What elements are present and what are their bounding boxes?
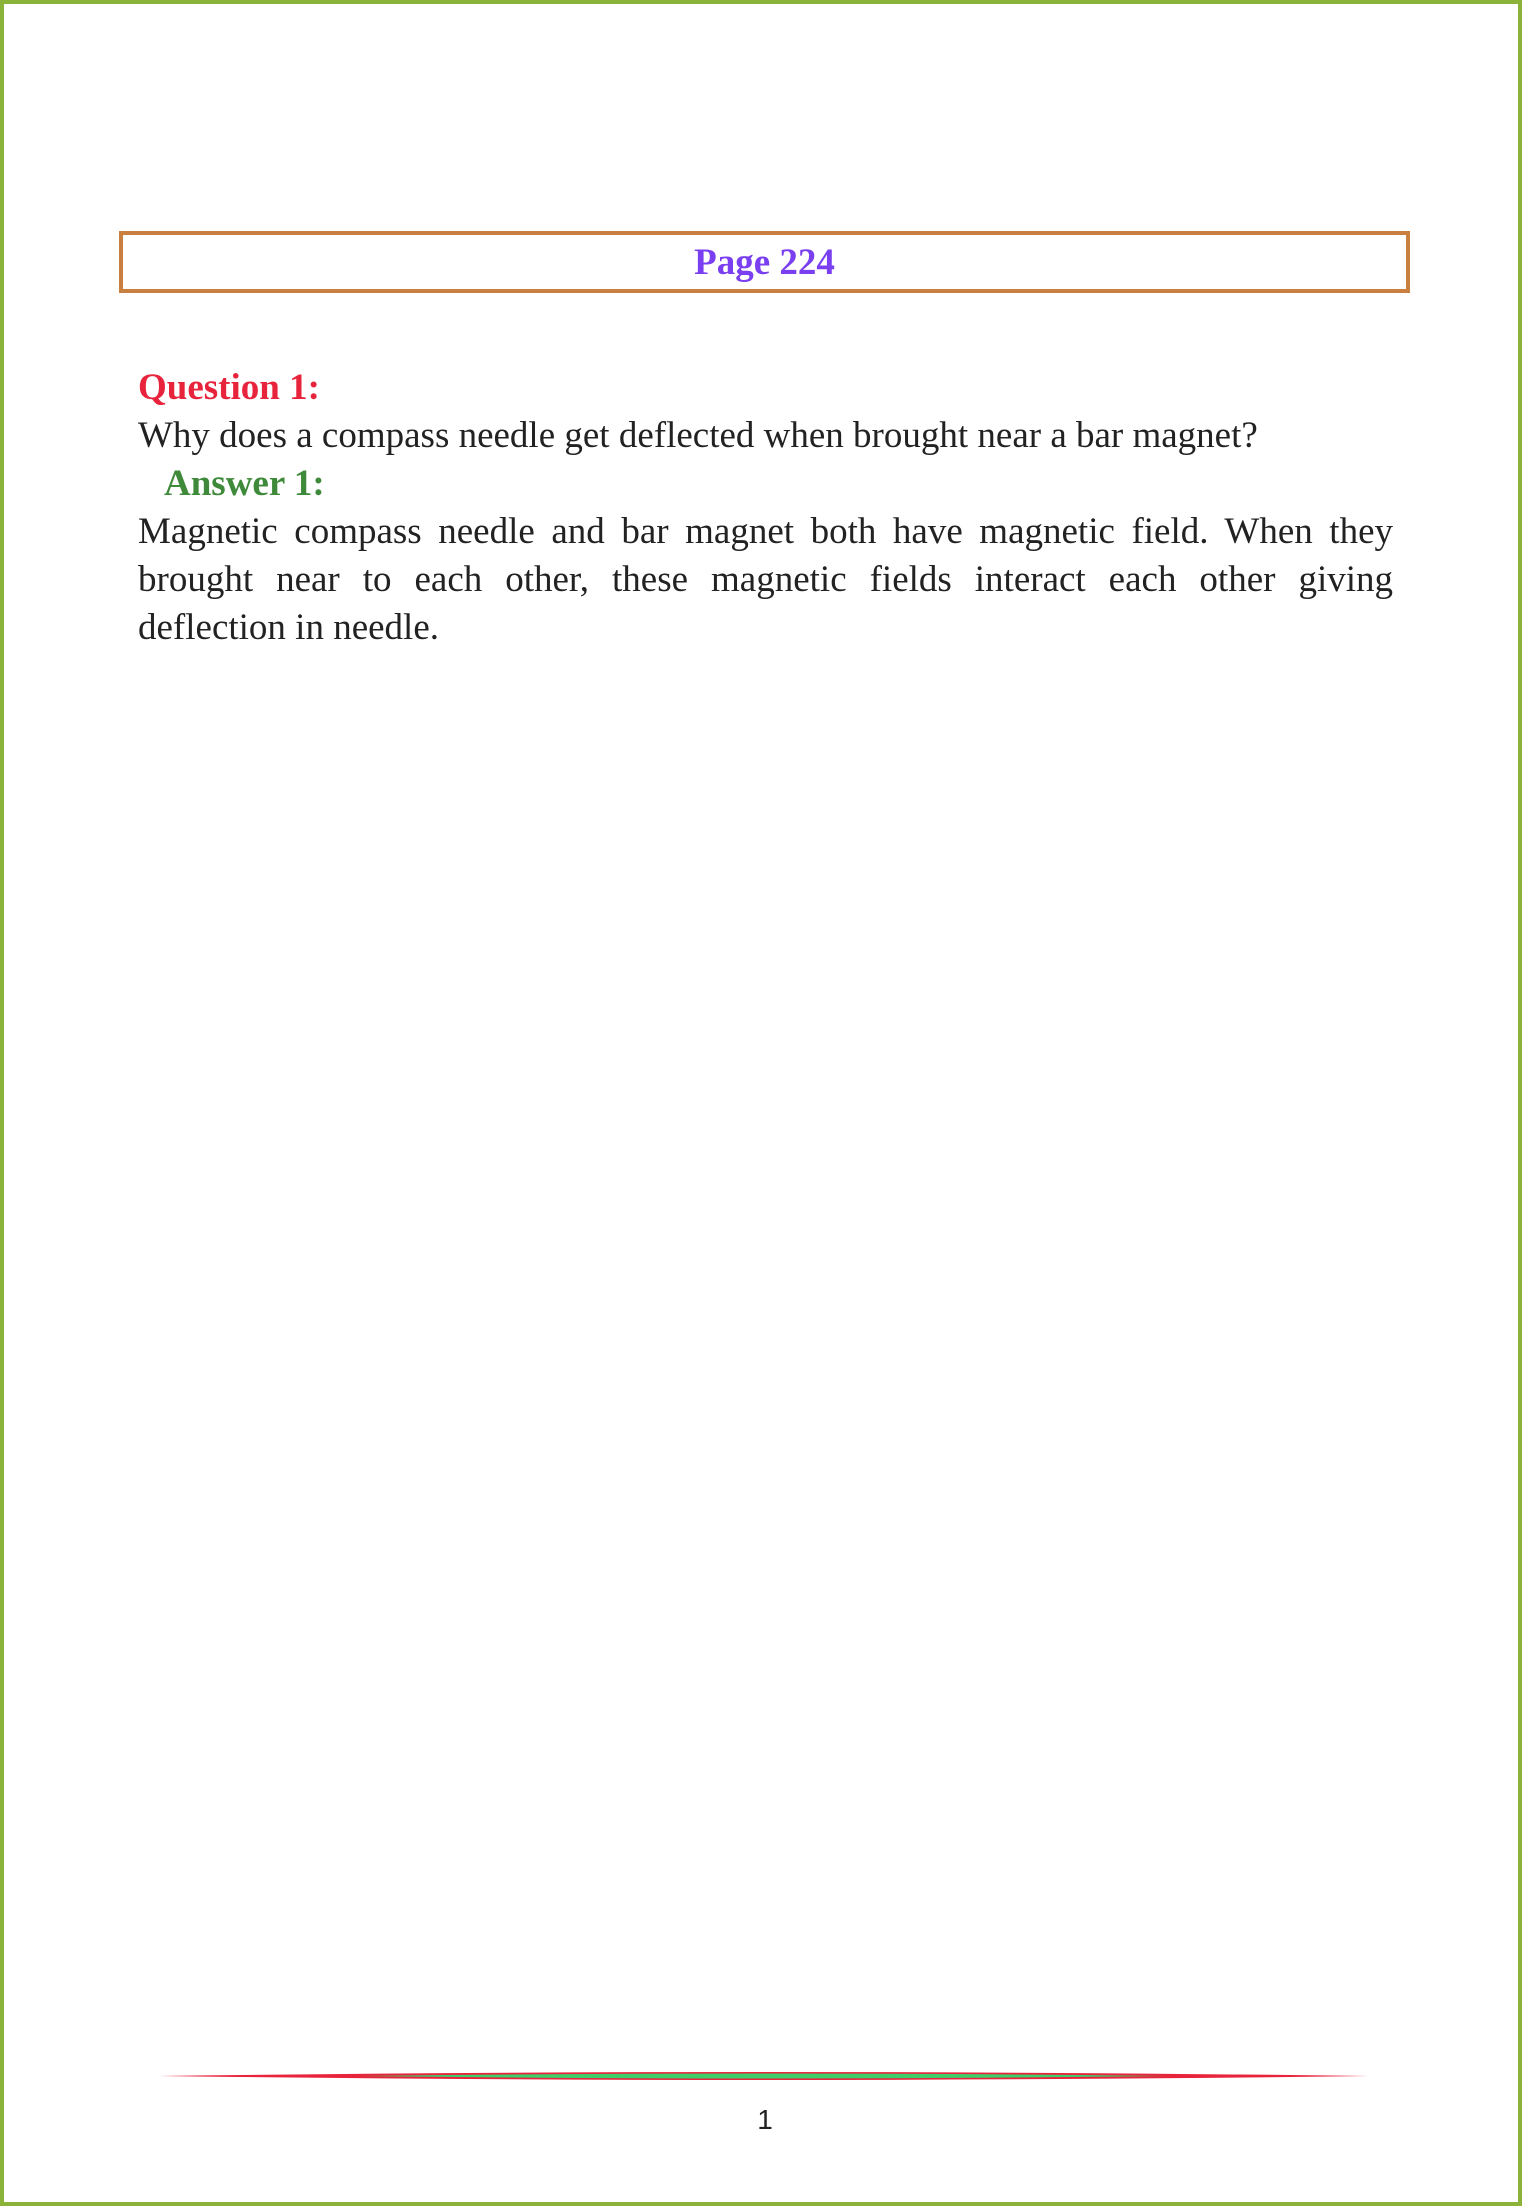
- answer-heading: Answer 1:: [164, 463, 325, 504]
- question-text: Why does a compass needle get deflected when brought near a bar magnet?: [138, 415, 1258, 456]
- question-answer-block: [138, 364, 1393, 652]
- page-title: Page 224: [694, 241, 835, 283]
- answer-text: Magnetic compass needle and bar magnet both have magnetic field. When they brought near to each other, these magnetic fields interact each other giving deflection in needle.: [138, 511, 1393, 648]
- page-header-box: [119, 231, 1410, 293]
- question-heading: Question 1:: [138, 367, 320, 408]
- footer-divider: [159, 2070, 1369, 2082]
- page-number: 1: [757, 2104, 773, 2135]
